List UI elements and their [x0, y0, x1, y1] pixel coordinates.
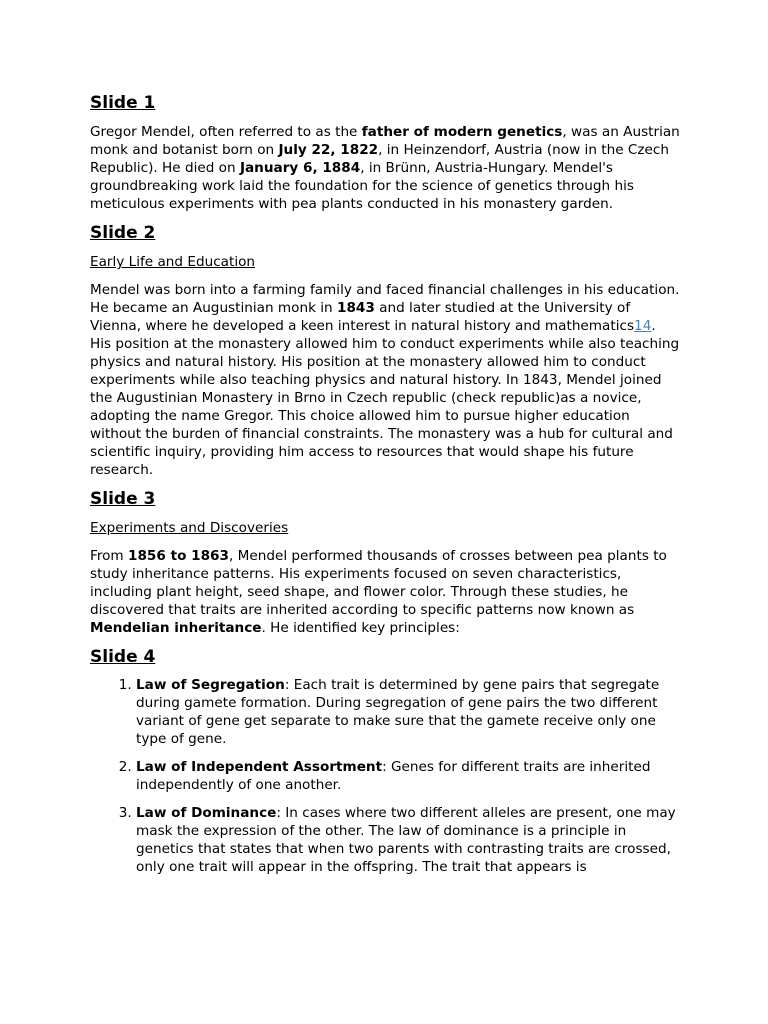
- slide-2-heading: Slide 2: [90, 223, 156, 243]
- law-description: : In cases where two different alleles are present, one may mask the expression of the other. The law of dominance is a principle in genetics that states that when two parents with contrasting traits are crossed, only one trait will appear in the offspring. The trait that appears is: [136, 805, 676, 875]
- text-run: From: [90, 548, 128, 564]
- document-page: [90, 91, 680, 886]
- text-run: . He identified key principles:: [261, 620, 460, 636]
- bold-text: January 6, 1884: [239, 160, 361, 176]
- slide-1-heading: Slide 1: [90, 93, 156, 113]
- reference-link[interactable]: 14: [634, 318, 652, 334]
- bold-text: 1843: [336, 300, 375, 316]
- law-term: Law of Dominance: [136, 805, 277, 821]
- list-item: [136, 676, 680, 748]
- text-run: , Mendel performed thousands of crosses between pea plants to study inheritance patterns. His experiments focused on seven characteristics, including plant height, seed shape, and flower color. Through these studies, he discovered that traits are inherited according to specific patterns now known as: [90, 548, 667, 618]
- text-run: , was an Austrian monk and botanist born on: [90, 124, 680, 158]
- bold-text: father of modern genetics: [361, 124, 563, 140]
- law-term: Law of Segregation: [136, 677, 285, 693]
- bold-text: July 22, 1822: [278, 142, 379, 158]
- text-run: and later studied at the University of Vienna, where he developed a keen interest in natural history and mathematics: [90, 300, 635, 334]
- law-term: Law of Independent Assortment: [136, 759, 383, 775]
- slide-4-heading: Slide 4: [90, 647, 156, 667]
- slide-1-paragraph: [90, 123, 680, 213]
- bold-text: 1856 to 1863: [128, 548, 229, 564]
- slide-2-subheading: Early Life and Education: [90, 254, 256, 270]
- principles-list: [90, 676, 680, 876]
- slide-3-heading: Slide 3: [90, 489, 156, 509]
- slide-3-subheading: Experiments and Discoveries: [90, 520, 289, 536]
- text-run: Mendel was born into a farming family and faced financial challenges in his education. He became an Augustinian monk in: [90, 282, 680, 316]
- slide-2-paragraph: [90, 281, 680, 479]
- list-item: [136, 804, 680, 876]
- list-item: [136, 758, 680, 794]
- text-run: . His position at the monastery allowed him to conduct experiments while also teaching physics and natural history. His position at the monastery allowed him to conduct experiments while also teaching physics and natural history. In 1843, Mendel joined the Augustinian Monastery in Brno in Czech republic (check republic)as a novice, adopting the name Gregor. This choice allowed him to pursue higher education without the burden of financial constraints. The monastery was a hub for cultural and scientific inquiry, providing him access to resources that would shape his future research.: [90, 318, 680, 478]
- bold-text: Mendelian inheritance: [90, 620, 262, 636]
- text-run: , in Heinzendorf, Austria (now in the Czech Republic). He died on: [90, 142, 669, 176]
- text-run: , in Brünn, Austria-Hungary. Mendel's groundbreaking work laid the foundation for the science of genetics through his meticulous experiments with pea plants conducted in his monastery garden.: [90, 160, 634, 212]
- law-description: : Each trait is determined by gene pairs that segregate during gamete formation. During segregation of gene pairs the two different variant of gene get separate to make sure that the gamete receive only one type of gene.: [136, 677, 660, 747]
- law-description: : Genes for different traits are inherited independently of one another.: [136, 759, 651, 793]
- slide-3-paragraph: [90, 547, 680, 637]
- text-run: Gregor Mendel, often referred to as the: [90, 124, 362, 140]
